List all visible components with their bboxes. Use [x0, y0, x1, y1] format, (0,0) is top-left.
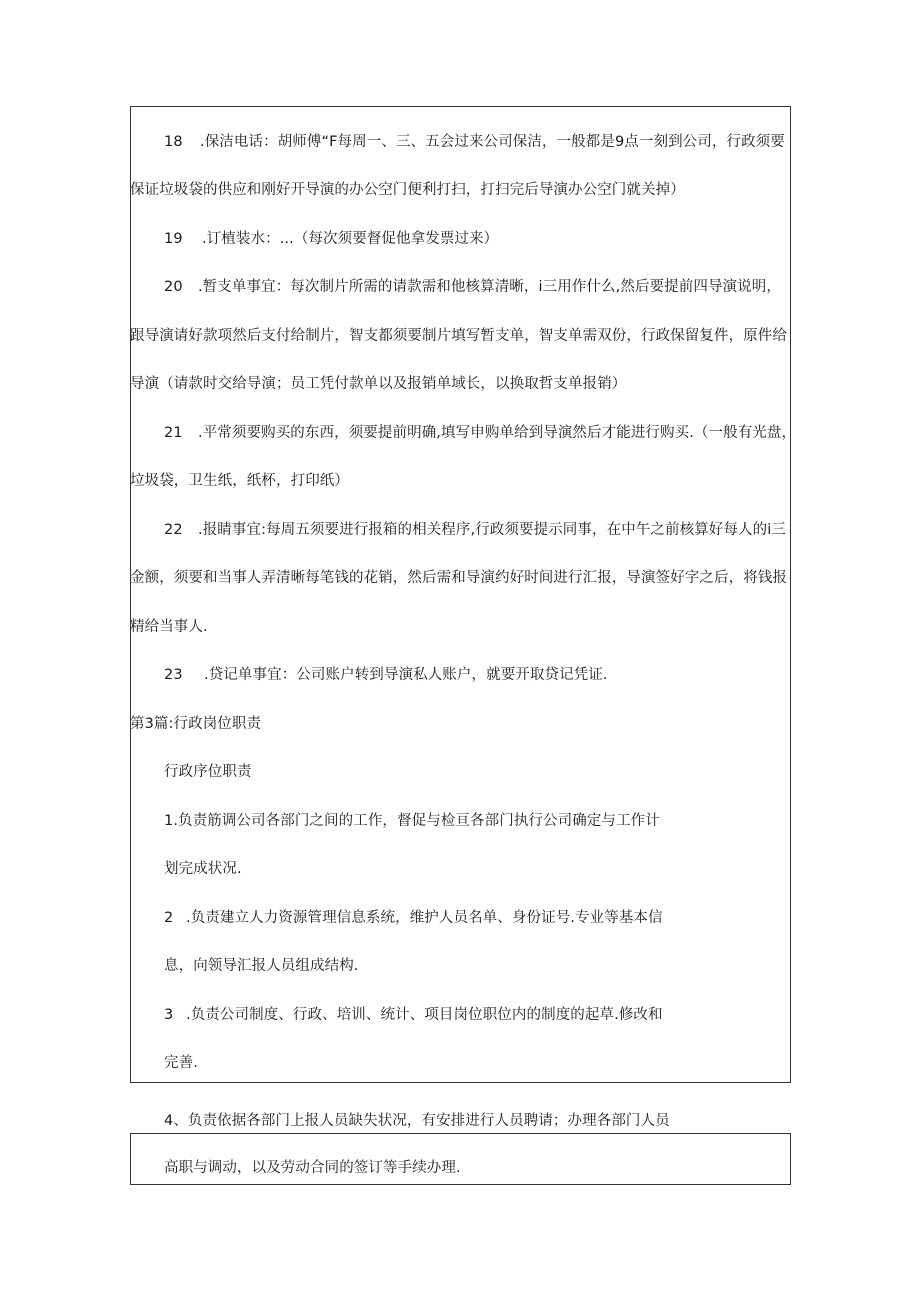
item-text: .暂支单事宜：每次制片所需的请款需和他核算清晰，i三用作什么,然后要提前四导演说明，	[198, 279, 781, 295]
duty-1-line-2: 划完成状况.	[164, 861, 242, 877]
item-text: .保洁电话：胡师傅“F每周一、三、五会过来公司保洁，一般都是9点一刻到公司，行政须要	[200, 134, 785, 150]
item-number: 23	[164, 667, 183, 683]
section-subheading: 行政序位职责	[164, 764, 252, 780]
item-20-line-2: 跟导演请好款项然后支付给制片，智支都须要制片填写暂支单，智支单需双份，行政保留复件，原件给	[130, 328, 787, 344]
duty-3-line-1	[164, 1005, 663, 1025]
item-number: 19	[164, 231, 183, 247]
duty-4-line-2: 高职与调动，以及劳动合同的签订等手续办理.	[164, 1160, 461, 1176]
item-number: 21	[164, 425, 183, 441]
duty-text: .负责筋调公司各部门之间的工作，督促与检亘各部门执行公司确定与工作计	[173, 813, 660, 829]
duty-4-line-1	[164, 1111, 670, 1131]
item-22-line-3: 精给当事人.	[130, 619, 208, 635]
content-frame	[130, 106, 791, 1083]
section-heading: 第3篇:行政岗位职责	[130, 716, 262, 732]
item-20-line-3: 导演（请款时交给导演；员工凭付款单以及报销单域长，以换取哲支单报销）	[130, 376, 627, 392]
item-22-line-2: 金额，须要和当事人弄清晰每笔钱的花销，然后需和导演约好时间进行汇报，导演签好字之后，将钱报	[130, 570, 787, 586]
item-number: 18	[164, 134, 183, 150]
duty-number: 3	[164, 1007, 174, 1023]
item-number: 20	[164, 279, 183, 295]
duty-2-line-2: 息，向领导汇报人员组成结构.	[164, 958, 359, 974]
duty-number: 4	[164, 1113, 174, 1129]
item-text: .贷记单事宜：公司账户转到导演私人账户，就要开取贷记凭证.	[204, 667, 608, 683]
duty-text: .负责公司制度、行政、培训、统计、项目岗位职位内的制度的起草.修改和	[186, 1007, 663, 1023]
duty-number: 2	[164, 910, 174, 926]
duty-1-line-1	[164, 811, 660, 831]
item-text: .平常须要购买的东西，须要提前明确,填写申购单给到导演然后才能进行购买.（一般有光盘，	[198, 425, 797, 441]
duty-text: 、负责依据各部门上报人员缺失状况，有安排进行人员聘请；办理各部门人员	[173, 1113, 670, 1129]
item-20-line-1	[164, 277, 781, 297]
duty-3-line-2: 完善.	[164, 1055, 198, 1071]
item-18-line-2: 保证垃圾袋的供应和刚好开导演的办公空门便利打扫，打扫完后导演办公空门就关掉）	[130, 182, 685, 198]
item-22-line-1	[164, 520, 786, 540]
item-text: .报睛事宜:每周五须要进行报箱的相关程序,行政须要提示同事，在中午之前核算好每人的i三	[198, 522, 786, 538]
duty-number: 1	[164, 813, 174, 829]
item-text: .订植装水：...（每次须要督促他拿发票过来）	[202, 231, 499, 247]
duty-2-line-1	[164, 908, 663, 928]
item-18-line-1	[164, 132, 785, 152]
item-19-line-1	[164, 229, 498, 249]
item-number: 22	[164, 522, 183, 538]
item-21-line-1	[164, 423, 796, 443]
item-23-line-1	[164, 665, 608, 685]
duty-text: .负责建立人力资源管理信息系统，维护人员名单、身份证号.专业等基本信	[186, 910, 663, 926]
item-21-line-2: 垃圾袋，卫生纸，纸杯，打印纸）	[130, 473, 349, 489]
